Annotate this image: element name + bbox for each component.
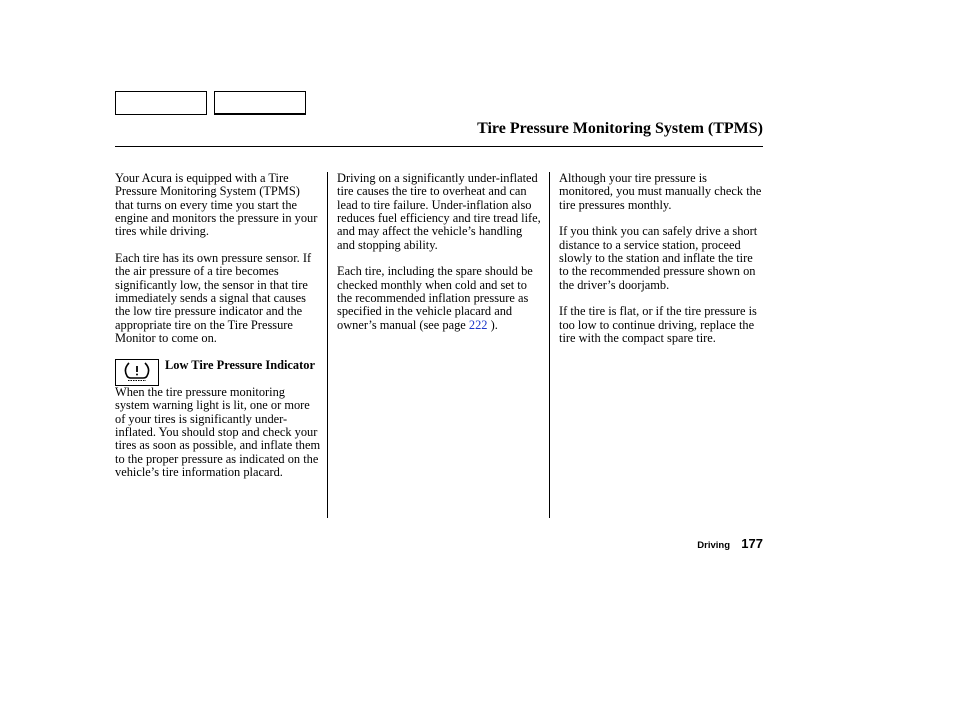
text-column-3 xyxy=(559,172,763,359)
intro-paragraph: Your Acura is equipped with a Tire Pressure Monitoring System (TPMS) that turns on every time you start the engine and monitors the pressure in your tires while driving. xyxy=(115,171,318,239)
warning-paragraph: When the tire pressure monitoring system warning light is lit, one or more of your tires is significantly under-inflated. You should stop and check your tires as soon as possible, and inflate them to the proper pressure as indicated on the vehicle’s tire information placard. xyxy=(115,384,321,479)
service-station-paragraph: If you think you can safely drive a short distance to a service station, proceed slowly to the station and inflate the tire to the recommended pressure shown on the driver’s doorjamb. xyxy=(559,224,758,292)
column-divider xyxy=(549,172,550,518)
spare-check-text-end: ). xyxy=(487,317,498,332)
indicator-title: Low Tire Pressure Indicator xyxy=(165,357,315,372)
page-number: 177 xyxy=(741,536,763,551)
page-reference-link[interactable]: 222 xyxy=(468,317,488,332)
spare-check-text: Each tire, including the spare should be checked monthly when cold and set to the recommended inflation pressure as specified in the vehicle placard and owner’s manual (see page xyxy=(337,264,533,332)
manual-check-paragraph: Although your tire pressure is monitored, you must manually check the tire pressures monthly. xyxy=(559,171,762,212)
text-column-1 xyxy=(115,172,321,493)
section-label: Driving xyxy=(697,540,730,551)
page-title: Tire Pressure Monitoring System (TPMS) xyxy=(477,120,763,137)
underinflation-paragraph: Driving on a significantly under-inflated tire causes the tire to overheat and can lead to tire failure. Under-inflation also reduces fuel efficiency and tire tread life, and may affect the vehicle’s handling and stopping ability. xyxy=(337,171,541,252)
spare-check-paragraph xyxy=(337,265,543,332)
title-divider xyxy=(115,146,763,147)
flat-tire-paragraph: If the tire is flat, or if the tire pressure is too low to continue driving, replace the tire with the compact spare tire. xyxy=(559,304,757,346)
nav-button-previous[interactable] xyxy=(115,91,207,115)
tpms-symbol-svg xyxy=(119,360,155,384)
indicator-heading xyxy=(115,359,321,386)
text-column-2 xyxy=(337,172,543,345)
sensor-paragraph: Each tire has its own pressure sensor. If the air pressure of a tire becomes significantly low, the sensor in that tire immediately sends a signal that causes the low tire pressure indicator and the appropriate tire on the Tire Pressure Monitor to come on. xyxy=(115,251,312,346)
nav-button-next[interactable] xyxy=(214,91,306,115)
column-divider xyxy=(327,172,328,518)
tpms-warning-icon xyxy=(115,359,159,386)
